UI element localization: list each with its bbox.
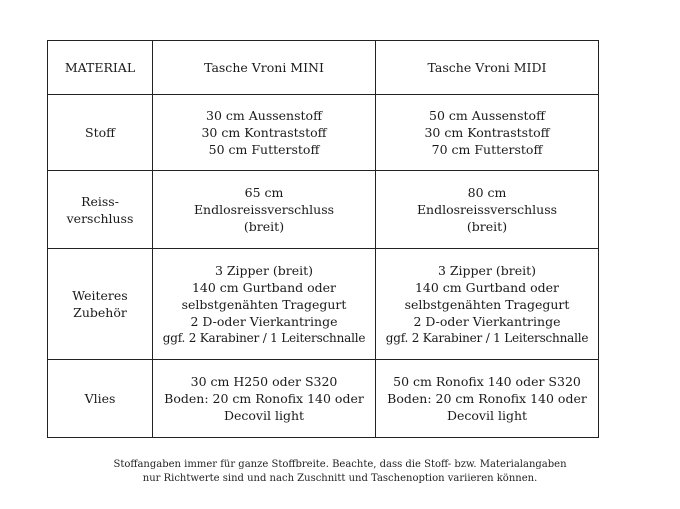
row-label-reissverschluss xyxy=(48,171,153,249)
row-label-line: Reiss- xyxy=(81,193,119,209)
cell-line: Decovil light xyxy=(446,408,528,423)
cell-line: 30 cm Kontraststoff xyxy=(201,125,327,140)
cell-stoff-midi xyxy=(376,95,599,171)
cell-line: 2 D-oder Vierkantringe xyxy=(190,313,338,329)
row-label-line: Stoff xyxy=(85,125,115,140)
cell-line: ggf. 2 Karabiner / 1 Leiterschnalle xyxy=(162,330,366,345)
cell-line: Endlosreissverschluss xyxy=(416,202,558,217)
cell-line: 140 cm Gurtband oder xyxy=(414,279,560,295)
cell-reissverschluss-midi xyxy=(376,171,599,249)
table-row-reissverschluss xyxy=(48,171,599,249)
cell-line: selbstgenähten Tragegurt xyxy=(181,296,347,312)
row-label-line: verschluss xyxy=(66,210,134,226)
row-label-zubehoer xyxy=(48,249,153,360)
cell-line: (breit) xyxy=(243,219,285,234)
cell-line: Boden: 20 cm Ronofix 140 oder xyxy=(164,391,364,406)
cell-line: ggf. 2 Karabiner / 1 Leiterschnalle xyxy=(385,330,589,345)
table-row-stoff xyxy=(48,95,599,171)
footnote-line: nur Richtwerte sind und nach Zuschnitt und Taschenoption variieren können. xyxy=(142,473,538,484)
table-header-row xyxy=(48,41,599,95)
cell-line: 2 D-oder Vierkantringe xyxy=(413,313,561,329)
cell-line: 30 cm Aussenstoff xyxy=(206,108,322,123)
cell-line: 50 cm Aussenstoff xyxy=(429,108,545,123)
cell-line: 30 cm H250 oder S320 xyxy=(190,374,338,389)
cell-zubehoer-midi xyxy=(376,249,599,360)
cell-line: 70 cm Futterstoff xyxy=(431,142,543,157)
cell-vlies-midi xyxy=(376,360,599,438)
cell-line: 50 cm Futterstoff xyxy=(208,142,320,157)
header-material: MATERIAL xyxy=(48,41,153,95)
footnote xyxy=(40,458,640,486)
footnote-line: Stoffangaben immer für ganze Stoffbreite. Beachte, dass die Stoff- bzw. Materialangaben xyxy=(113,459,567,470)
header-mini: Tasche Vroni MINI xyxy=(153,41,376,95)
cell-line: 3 Zipper (breit) xyxy=(437,262,537,278)
table-row-zubehoer xyxy=(48,249,599,360)
table-row-vlies xyxy=(48,360,599,438)
cell-line: 65 cm xyxy=(244,185,284,200)
cell-reissverschluss-mini xyxy=(153,171,376,249)
cell-line: 30 cm Kontraststoff xyxy=(424,125,550,140)
cell-line: (breit) xyxy=(466,219,508,234)
cell-line: 50 cm Ronofix 140 oder S320 xyxy=(393,374,581,389)
cell-line: Boden: 20 cm Ronofix 140 oder xyxy=(387,391,587,406)
row-label-stoff xyxy=(48,95,153,171)
cell-line: 3 Zipper (breit) xyxy=(214,262,314,278)
cell-line: selbstgenähten Tragegurt xyxy=(404,296,570,312)
cell-line: Decovil light xyxy=(223,408,305,423)
header-midi: Tasche Vroni MIDI xyxy=(376,41,599,95)
row-label-line: Weiteres xyxy=(72,288,128,303)
cell-vlies-mini xyxy=(153,360,376,438)
material-table xyxy=(47,40,599,438)
cell-line: 140 cm Gurtband oder xyxy=(191,279,337,295)
cell-line: Endlosreissverschluss xyxy=(193,202,335,217)
row-label-line: Zubehör xyxy=(73,305,127,320)
cell-stoff-mini xyxy=(153,95,376,171)
cell-zubehoer-mini xyxy=(153,249,376,360)
cell-line: 80 cm xyxy=(467,185,507,200)
row-label-vlies xyxy=(48,360,153,438)
row-label-line: Vlies xyxy=(84,391,116,406)
